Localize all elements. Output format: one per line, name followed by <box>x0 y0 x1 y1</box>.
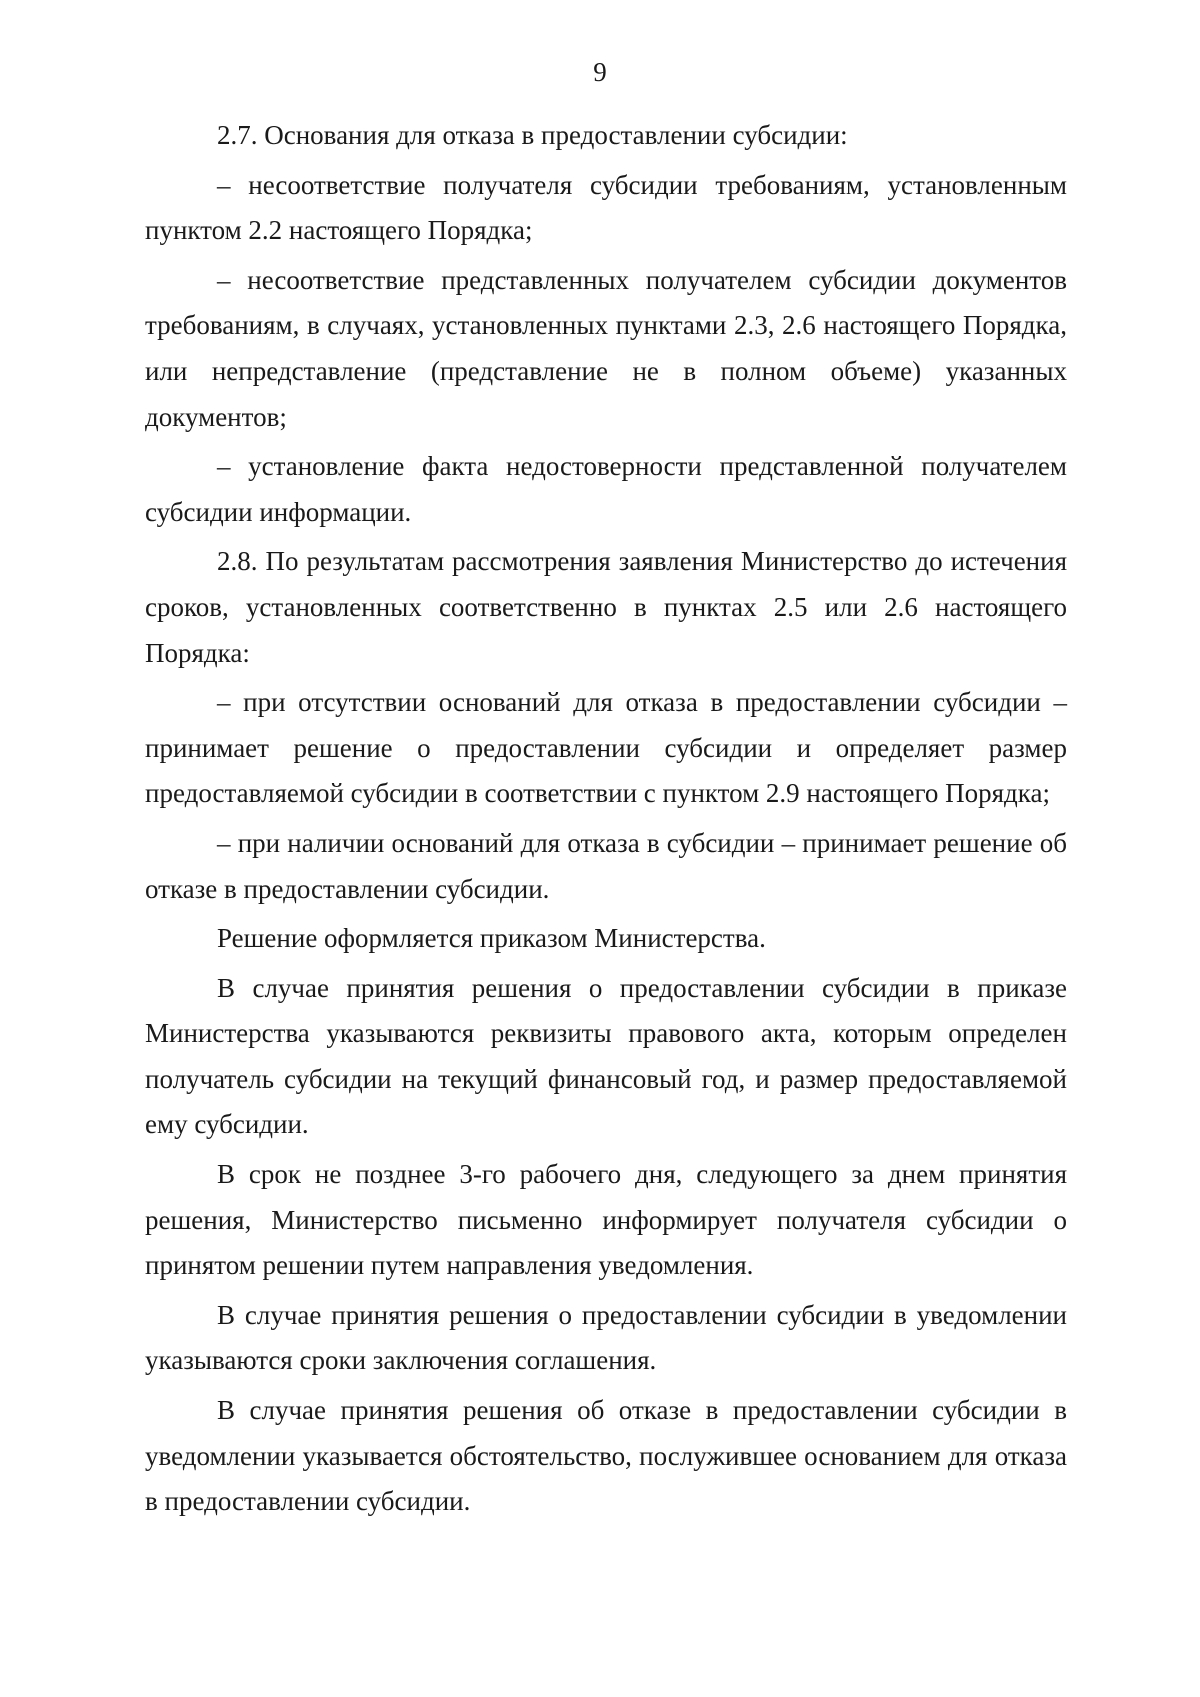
paragraph-decision-order: Решение оформляется приказом Министерства. <box>217 923 766 954</box>
page-number: 9 <box>593 57 607 87</box>
paragraph-2-7-item-3: – установление факта недостоверности представленной получателем субсидии информации. <box>145 451 1067 527</box>
document-body <box>145 113 1067 1529</box>
paragraph-2-7-item-1: – несоответствие получателя субсидии требованиям, установленным пунктом 2.2 настоящего Порядка; <box>145 169 1067 246</box>
paragraph-2-7-item-2: – несоответствие представленных получателем субсидии документов требованиям, в случаях, установленных пунктами 2.3, 2.6 настоящего Порядка, или непредставление (представление не в полном объеме) указанных документов; <box>145 264 1067 432</box>
paragraph-order-details: В случае принятия решения о предоставлении субсидии в приказе Министерства указываются реквизиты правового акта, которым определен получатель субсидии на текущий финансовый год, и размер предоставляемой ему субсидии. <box>145 972 1067 1140</box>
paragraph-2-8-item-1: – при отсутствии оснований для отказа в предоставлении субсидии – принимает решение о предоставлении субсидии и определяет размер предоставляемой субсидии в соответствии с пунктом 2.9 настоящего Порядка; <box>145 687 1067 809</box>
paragraph-notification-refusal: В случае принятия решения об отказе в предоставлении субсидии в уведомлении указывается обстоятельство, послужившее основанием для отказа в предоставлении субсидии. <box>145 1395 1067 1517</box>
paragraph-notification-grant: В случае принятия решения о предоставлении субсидии в уведомлении указываются сроки заключения соглашения. <box>145 1299 1067 1376</box>
paragraph-notification-deadline: В срок не позднее 3-го рабочего дня, следующего за днем принятия решения, Министерство письменно информирует получателя субсидии о принятом решении путем направления уведомления. <box>145 1159 1067 1281</box>
paragraph-2-7-heading: 2.7. Основания для отказа в предоставлении субсидии: <box>217 120 848 150</box>
paragraph-2-8-heading: 2.8. По результатам рассмотрения заявления Министерство до истечения сроков, установленных соответственно в пунктах 2.5 или 2.6 настоящего Порядка: <box>145 546 1067 668</box>
paragraph-2-8-item-2: – при наличии оснований для отказа в субсидии – принимает решение об отказе в предоставлении субсидии. <box>145 827 1067 904</box>
